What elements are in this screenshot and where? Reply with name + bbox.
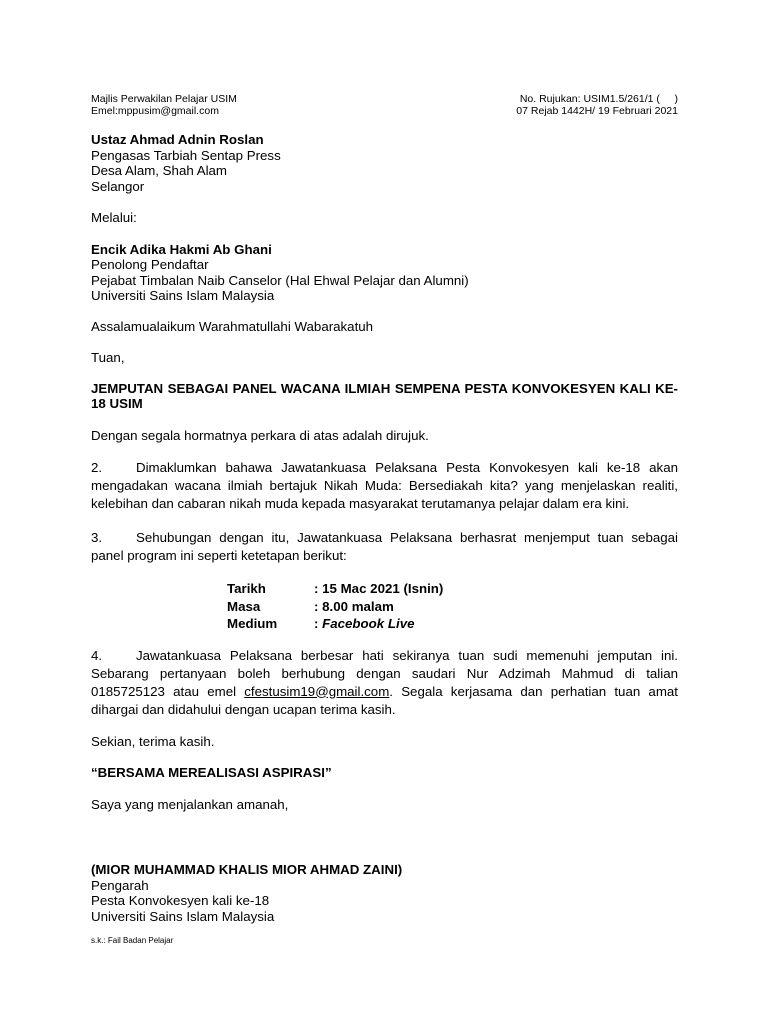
- detail-label: Masa: [227, 598, 261, 614]
- via-name: Encik Adika Hakmi Ab Ghani: [91, 241, 272, 257]
- paragraph-number: 3.: [91, 530, 103, 545]
- recipient-line: Selangor: [91, 178, 145, 194]
- recipient-line: Pengasas Tarbiah Sentap Press: [91, 147, 281, 163]
- signatory-line: Pesta Konvokesyen kali ke-18: [91, 893, 270, 908]
- letter-date: 07 Rejab 1442H/ 19 Februari 2021: [516, 105, 678, 117]
- reference-info: [516, 93, 678, 117]
- sender-email: Emel:mppusim@gmail.com: [91, 105, 219, 117]
- closing-line: Sekian, terima kasih.: [91, 733, 215, 749]
- reference-number: No. Rujukan: USIM1.5/261/1 ( ): [519, 93, 678, 105]
- signatory-name: (MIOR MUHAMMAD KHALIS MIOR AHMAD ZAINI): [91, 862, 403, 877]
- detail-separator: :: [314, 598, 323, 614]
- carbon-copy: s.k.: Fail Badan Pelajar: [91, 936, 174, 945]
- sender-org: Majlis Perwakilan Pelajar USIM: [91, 93, 237, 105]
- detail-value: 8.00 malam: [322, 598, 394, 614]
- recipient-line: Desa Alam, Shah Alam: [91, 163, 227, 178]
- detail-separator: :: [314, 581, 323, 596]
- paragraph-text: . Segala kerjasama dan perhatian tuan amat dihargai dan didahului dengan ucapan terima kasih.: [91, 683, 678, 717]
- paragraph-3: [91, 529, 678, 565]
- opening-line: Dengan segala hormatnya perkara di atas adalah dirujuk.: [91, 427, 429, 443]
- motto: “BERSAMA MEREALISASI ASPIRASI”: [91, 765, 332, 780]
- signature-intro: Saya yang menjalankan amanah,: [91, 796, 289, 812]
- via-address: [91, 242, 678, 304]
- paragraph-text: Sehubungan dengan itu, Jawatankuasa Pelaksana berhasrat menjemput tuan sebagai panel program ini seperti ketetapan berikut:: [91, 530, 678, 563]
- via-line: Penolong Pendaftar: [91, 257, 209, 272]
- paragraph-2: [91, 459, 678, 513]
- detail-separator: :: [314, 616, 323, 631]
- paragraph-4: [91, 647, 678, 719]
- contact-email-link[interactable]: cfestusim19@gmail.com: [244, 683, 390, 699]
- letter-body: [91, 93, 678, 945]
- detail-label: Tarikh: [227, 581, 266, 596]
- paragraph-number: 4.: [91, 647, 103, 663]
- detail-value: 15 Mac 2021 (Isnin): [322, 581, 444, 596]
- detail-row: [227, 580, 678, 598]
- detail-row: [227, 598, 678, 616]
- salutation: Tuan,: [91, 350, 125, 365]
- paragraph-text: Dimaklumkan bahawa Jawatankuasa Pelaksana Pesta Konvokesyen kali ke-18 akan mengadakan wacana ilmiah bertajuk Nikah Muda: Bersediakah kita? yang menjelaskan realiti, kelebihan dan cabaran nikah muda kepada masyarakat terutamanya pelajar dalam era kini.: [91, 460, 678, 511]
- signatory-block: [91, 862, 678, 924]
- via-line: Pejabat Timbalan Naib Canselor (Hal Ehwal Pelajar dan Alumni): [91, 272, 469, 288]
- via-label: Melalui:: [91, 210, 137, 225]
- event-details: [227, 580, 678, 633]
- signatory-line: Pengarah: [91, 877, 149, 893]
- paragraph-text: Jawatankuasa Pelaksana berbesar hati sekiranya tuan sudi memenuhi jemputan ini. Sebarang pertanyaan boleh berhubung dengan saudari Nur Adzimah Mahmud di talian 0185725123 atau emel: [91, 647, 678, 699]
- detail-value: Facebook Live: [322, 616, 415, 631]
- greeting: Assalamualaikum Warahmatullahi Wabarakatuh: [91, 318, 374, 334]
- paragraph-number: 2.: [91, 460, 103, 475]
- detail-row: [227, 615, 678, 633]
- letter-header: [91, 93, 678, 119]
- detail-label: Medium: [227, 616, 278, 631]
- letter-subject: JEMPUTAN SEBAGAI PANEL WACANA ILMIAH SEMPENA PESTA KONVOKESYEN KALI KE-18 USIM: [91, 380, 678, 411]
- sender-info: [91, 93, 237, 117]
- signatory-line: Universiti Sains Islam Malaysia: [91, 908, 275, 924]
- recipient-name: Ustaz Ahmad Adnin Roslan: [91, 132, 264, 147]
- recipient-address: [91, 132, 678, 194]
- via-line: Universiti Sains Islam Malaysia: [91, 288, 275, 303]
